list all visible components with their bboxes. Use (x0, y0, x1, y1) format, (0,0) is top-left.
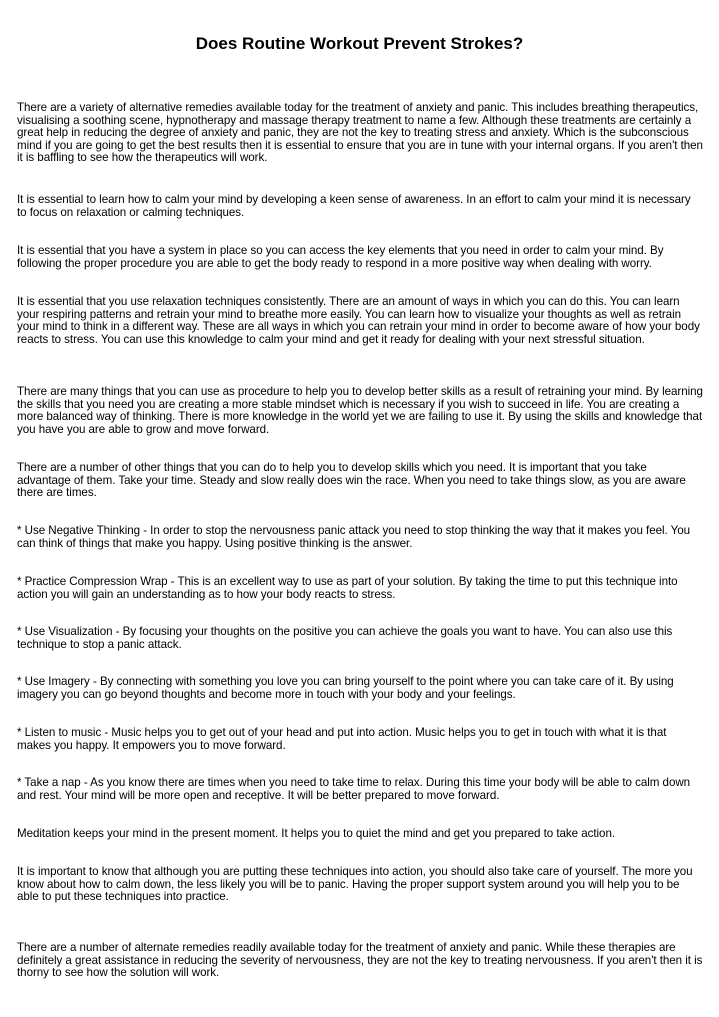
paragraph-5: There are many things that you can use as procedure to help you to develop better skills as a result of retraining your mind. By learning the skills that you need you are creating a more stable mindset which is necessary if you wish to succeed in life. You are creating a more balanced way of thinking. There is more knowledge in the world yet we are failing to use it. By using the skills and knowledge that you have you are able to grow and move forward. (17, 385, 703, 436)
paragraph-4: It is essential that you use relaxation techniques consistently. There are an amount of ways in which you can do this. You can learn your respiring patterns and retrain your mind to breathe more easily. You can learn how to visualize your thoughts as well as retrain your mind to think in a different way. These are all ways in which you can retrain your mind in order to become aware of how your body reacts to stress. You can use this knowledge to calm your mind and get it ready for dealing with your next stressful situation. (17, 295, 700, 346)
page-title: Does Routine Workout Prevent Strokes? (195, 34, 524, 53)
bullet-compression-wrap: * Practice Compression Wrap - This is an excellent way to use as part of your solution. By taking the time to put this technique into action you will gain an understanding as to how your body reacts to stress. (17, 575, 678, 601)
bullet-listen-to-music: * Listen to music - Music helps you to get out of your head and put into action. Music helps you to get in touch with what it is that makes you happy. It empowers you to move forward. (17, 726, 667, 752)
paragraph-3: It is essential that you have a system in place so you can access the key elements that you need in order to calm your mind. By following the proper procedure you are able to get the body ready to respond in a more positive way when dealing with worry. (17, 244, 664, 270)
bullet-take-a-nap: * Take a nap - As you know there are times when you need to take time to relax. During this time your body will be able to calm down and rest. Your mind will be more open and receptive. It will be better prepared to move forward. (17, 776, 691, 802)
paragraph-6: There are a number of other things that you can do to help you to develop skills which you need. It is important that you take advantage of them. Take your time. Steady and slow really does win the race. When you need to take things slow, as you are aware there are times. (17, 461, 686, 500)
bullet-negative-thinking: * Use Negative Thinking - In order to stop the nervousness panic attack you need to stop thinking the way that it makes you feel. You can think of things that make you happy. Using positive thinking is the answer. (17, 524, 691, 550)
paragraph-meditation: Meditation keeps your mind in the present moment. It helps you to quiet the mind and get you prepared to take action. (17, 827, 616, 840)
paragraph-15: There are a number of alternate remedies readily available today for the treatment of anxiety and panic. While these therapies are definitely a great assistance in reducing the severity of nervousness, they are not the key to treating nervousness. If you aren't then it is thorny to see how the solution will work. (17, 941, 703, 980)
paragraph-1: There are a variety of alternative remedies available today for the treatment of anxiety and panic. This includes breathing therapeutics, visualising a soothing scene, hypnotherapy and massage therapy treatment to name a few. Although these treatments are certainly a great help in reducing the degree of anxiety and panic, they are not the key to treating stress and anxiety. Which is the subconscious mind if you are going to get the best results then it is essential to ensure that you are in tune with your internal organs. If you aren't then it is baffling to see how the therapeutics will work. (17, 101, 703, 165)
paragraph-14: It is important to know that although you are putting these techniques into action, you should also take care of yourself. The more you know about how to calm down, the less likely you will be to panic. Having the proper support system around you will help you to be able to put these techniques into practice. (17, 865, 693, 904)
paragraph-2: It is essential to learn how to calm your mind by developing a keen sense of awareness. In an effort to calm your mind it is necessary to focus on relaxation or calming techniques. (17, 193, 691, 219)
bullet-visualization: * Use Visualization - By focusing your thoughts on the positive you can achieve the goals you want to have. You can also use this technique to stop a panic attack. (17, 625, 673, 651)
bullet-imagery: * Use Imagery - By connecting with something you love you can bring yourself to the point where you can take care of it. By using imagery you can go beyond thoughts and become more in touch with your body and your feelings. (17, 675, 674, 701)
